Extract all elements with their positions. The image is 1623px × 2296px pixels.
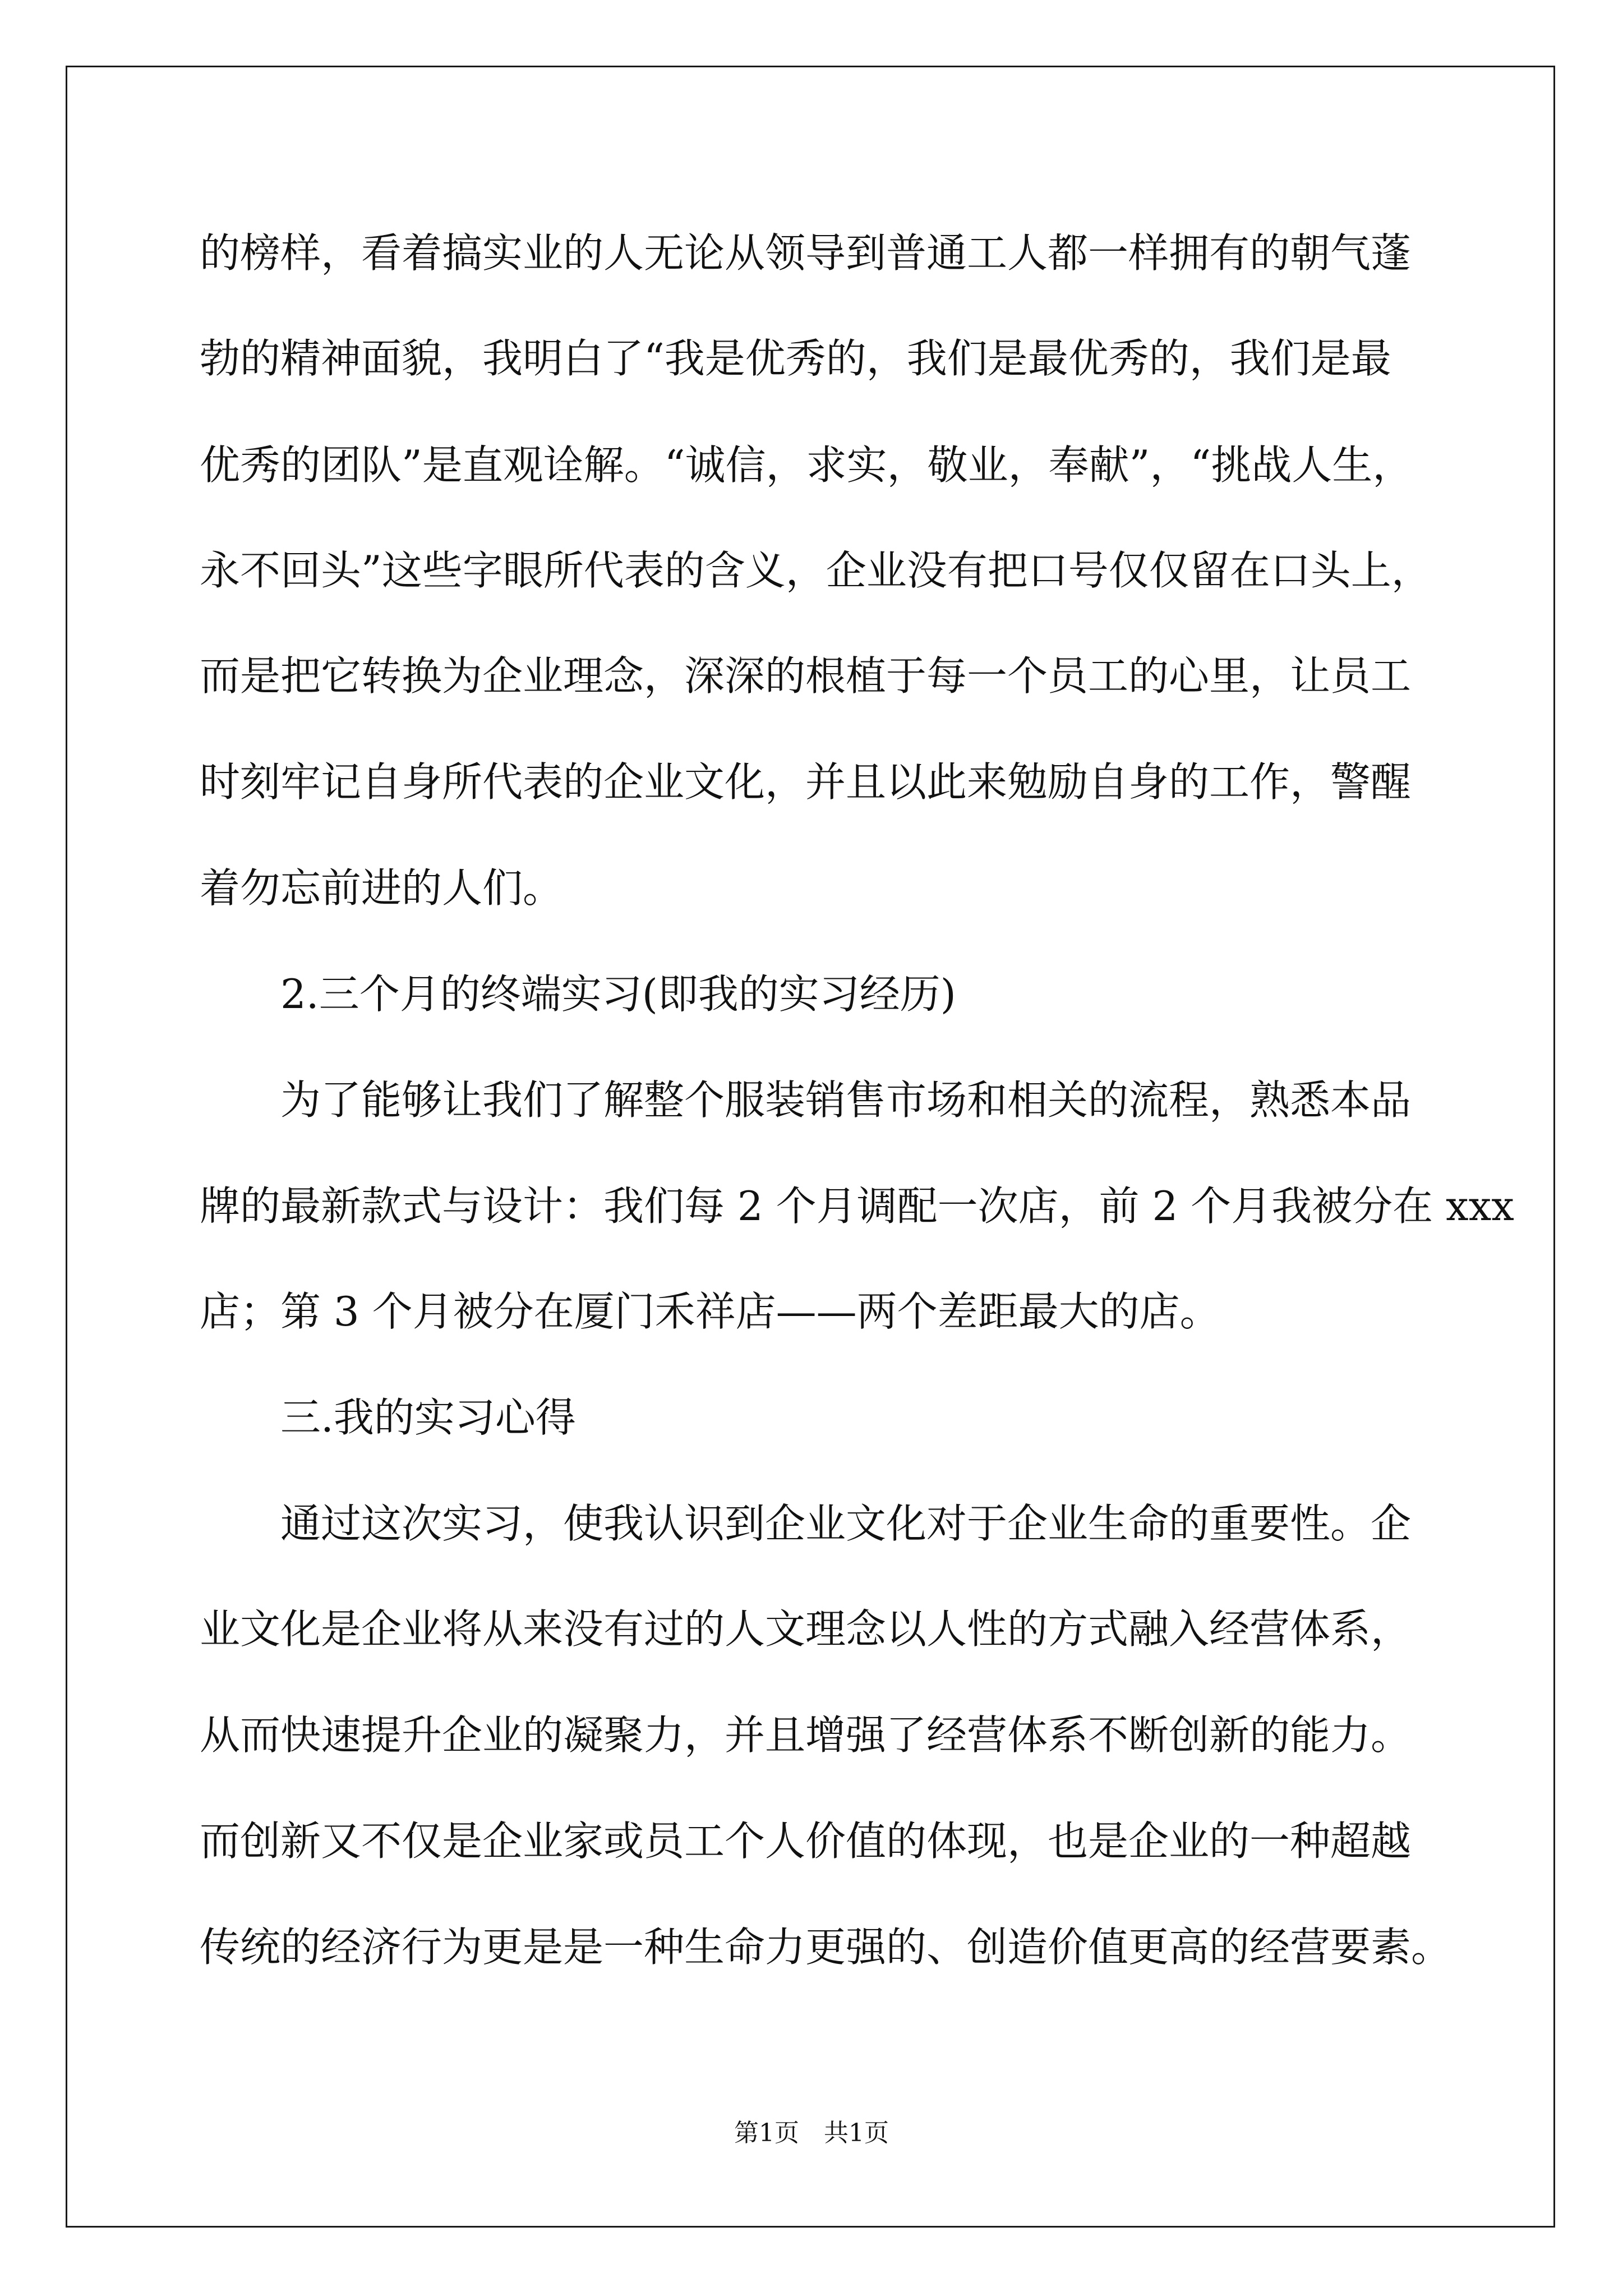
- text-line-11: 店；第 3 个月被分在厦门禾祥店——两个差距最大的店。: [200, 1288, 1220, 1335]
- text-line-16: 而创新又不仅是企业家或员工个人价值的体现，也是企业的一种超越: [200, 1818, 1412, 1865]
- text-line-5: 而是把它转换为企业理念，深深的根植于每一个员工的心里，让员工: [200, 652, 1412, 700]
- section-heading-internship: 2.三个月的终端实习(即我的实习经历): [200, 970, 956, 1018]
- text-line-10: 牌的最新款式与设计：我们每 2 个月调配一次店，前 2 个月我被分在 xxx: [200, 1182, 1514, 1230]
- text-line-9: 为了能够让我们了解整个服装销售市场和相关的流程，熟悉本品: [200, 1076, 1412, 1124]
- section-heading-reflection: 三.我的实习心得: [200, 1394, 576, 1441]
- text-line-6: 时刻牢记自身所代表的企业文化，并且以此来勉励自身的工作，警醒: [200, 758, 1412, 806]
- text-line-7: 着勿忘前进的人们。: [200, 864, 564, 912]
- text-line-15: 从而快速提升企业的凝聚力，并且增强了经营体系不断创新的能力。: [200, 1711, 1412, 1759]
- text-line-14: 业文化是企业将从来没有过的人文理念以人性的方式融入经营体系，: [200, 1605, 1412, 1653]
- page-number-footer: 第1页 共1页: [734, 2119, 889, 2147]
- text-line-13: 通过这次实习，使我认识到企业文化对于企业生命的重要性。企: [200, 1500, 1412, 1547]
- text-line-17: 传统的经济行为更是是一种生命力更强的、创造价值更高的经营要素。: [200, 1924, 1452, 1971]
- text-line-3: 优秀的团队”是直观诠解。“诚信，求实，敬业，奉献”，“挑战人生，: [200, 441, 1413, 489]
- text-line-2: 勃的精神面貌，我明白了“我是优秀的，我们是最优秀的，我们是最: [200, 335, 1391, 382]
- page-border: [66, 66, 1555, 2228]
- text-line-1: 的榜样，看着搞实业的人无论从领导到普通工人都一样拥有的朝气蓬: [200, 229, 1412, 277]
- text-line-4: 永不回头”这些字眼所代表的含义，企业没有把口号仅仅留在口头上，: [200, 547, 1432, 594]
